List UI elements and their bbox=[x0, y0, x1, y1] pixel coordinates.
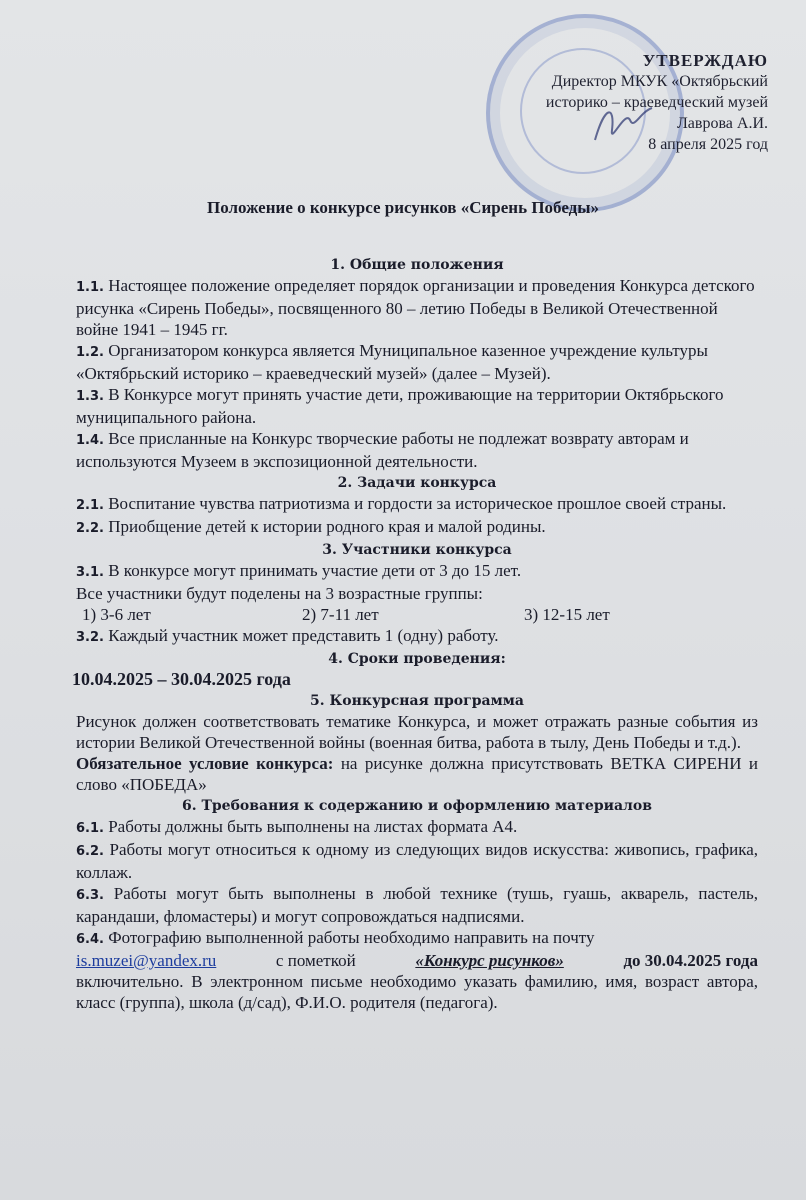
paragraph-text: Настоящее положение определяет порядок организации и проведения Конкурса детского рисунка «Сирень Победы», посвященного 80 – летию Победы в Великой Отечественной войне 1941 – 1945 гг. bbox=[76, 276, 755, 339]
approval-block bbox=[546, 50, 768, 155]
paragraph-1-4 bbox=[76, 428, 758, 472]
age-group-3: 3) 12-15 лет bbox=[524, 605, 610, 624]
paragraph-number: 6.2. bbox=[76, 844, 104, 859]
age-group-1: 1) 3-6 лет bbox=[82, 605, 151, 624]
paragraph-3-2 bbox=[76, 625, 758, 648]
approval-line-2: историко – краеведческий музей bbox=[545, 94, 768, 111]
paragraph-number: 6.3. bbox=[76, 888, 104, 903]
paragraph-2-2 bbox=[76, 516, 758, 539]
paragraph-6-3 bbox=[76, 883, 758, 927]
document-title: Положение о конкурсе рисунков «Сирень Победы» bbox=[206, 198, 600, 217]
paragraph-5-1: Рисунок должен соответствовать тематике Конкурса, и может отражать разные события из истории Великой Отечественной войны (военная битва, работа в тылу, День Победы и т.д.). bbox=[76, 712, 758, 752]
paragraph-6-1 bbox=[76, 816, 758, 839]
section-3-heading: 3. Участники конкурса bbox=[322, 542, 512, 558]
section-1-heading: 1. Общие положения bbox=[330, 257, 504, 273]
email-deadline: до 30.04.2025 года bbox=[623, 951, 758, 970]
groups-intro: Все участники будут поделены на 3 возрастные группы: bbox=[76, 584, 483, 603]
paragraph-6-4 bbox=[76, 927, 758, 950]
age-group-2: 2) 7-11 лет bbox=[302, 605, 379, 624]
paragraph-text: Работы могут быть выполнены в любой технике (тушь, гуашь, акварель, пастель, карандаши, фломастеры) и могут сопровождаться надписями. bbox=[76, 884, 758, 926]
paragraph-text: Работы могут относиться к одному из следующих видов искусства: живопись, графика, коллаж. bbox=[76, 840, 759, 882]
paragraph-text: Приобщение детей к истории родного края и малой родины. bbox=[108, 517, 546, 536]
section-5-heading: 5. Конкурсная программа bbox=[310, 693, 524, 709]
paragraph-text: Фотографию выполненной работы необходимо направить на почту bbox=[108, 928, 595, 947]
paragraph-number: 2.1. bbox=[76, 498, 104, 513]
condition-text: на рисунке должна присутствовать ВЕТКА СИРЕНИ и слово «ПОБЕДА» bbox=[76, 754, 759, 794]
section-6-heading: 6. Требования к содержанию и оформлению материалов bbox=[181, 798, 652, 814]
email-row bbox=[76, 950, 758, 971]
paragraph-text: Воспитание чувства патриотизма и гордости за историческое прошлое своей страны. bbox=[108, 494, 727, 513]
paragraph-3-1 bbox=[76, 560, 758, 583]
paragraph-text: В Конкурсе могут принять участие дети, проживающие на территории Октябрьского муниципального района. bbox=[76, 385, 724, 427]
email-link[interactable]: is.muzei@yandex.ru bbox=[76, 951, 217, 970]
paragraph-number: 1.1. bbox=[76, 280, 104, 295]
paragraph-number: 2.2. bbox=[76, 521, 104, 536]
paragraph-2-1 bbox=[76, 493, 758, 516]
section-2-heading: 2. Задачи конкурса bbox=[337, 475, 497, 491]
approval-line-1: Директор МКУК «Октябрьский bbox=[551, 73, 768, 90]
document-body bbox=[72, 254, 759, 1013]
paragraph-5-condition bbox=[76, 753, 758, 795]
condition-label: Обязательное условие конкурса: bbox=[76, 754, 334, 773]
paragraph-text: Организатором конкурса является Муниципальное казенное учреждение культуры «Октябрьский историко – краеведческий музей» (далее – Музей). bbox=[76, 341, 708, 383]
paragraph-number: 3.1. bbox=[76, 565, 104, 580]
age-groups bbox=[76, 604, 758, 625]
paragraph-1-2 bbox=[76, 340, 758, 384]
paragraph-number: 6.1. bbox=[76, 821, 104, 836]
paragraph-6-2 bbox=[76, 839, 758, 883]
email-subject-mark: «Конкурс рисунков» bbox=[415, 951, 564, 970]
paragraph-number: 1.4. bbox=[76, 433, 104, 448]
paragraph-number: 1.2. bbox=[76, 345, 104, 360]
paragraph-number: 1.3. bbox=[76, 389, 104, 404]
paragraph-6-4-details: включительно. В электронном письме необходимо указать фамилию, имя, возраст автора, класс (группа), школа (д/сад), Ф.И.О. родителя (педагога). bbox=[76, 972, 758, 1012]
paragraph-text: Все присланные на Конкурс творческие работы не подлежат возврату авторам и используются Музеем в экспозиционной деятельности. bbox=[76, 429, 689, 471]
paragraph-text: Работы должны быть выполнены на листах формата А4. bbox=[108, 817, 518, 836]
paragraph-1-3 bbox=[76, 384, 758, 428]
paragraph-number: 6.4. bbox=[76, 932, 104, 947]
approval-header: УТВЕРЖДАЮ bbox=[642, 51, 768, 70]
paragraph-text: Каждый участник может представить 1 (одну) работу. bbox=[108, 626, 499, 645]
paragraph-1-1 bbox=[76, 275, 758, 340]
contest-dates: 10.04.2025 – 30.04.2025 года bbox=[72, 669, 291, 689]
approval-line-4: 8 апреля 2025 год bbox=[648, 136, 768, 153]
email-mark-label: с пометкой bbox=[275, 951, 356, 970]
section-4-heading: 4. Сроки проведения: bbox=[328, 651, 506, 667]
paragraph-number: 3.2. bbox=[76, 630, 104, 645]
paragraph-text: В конкурсе могут принимать участие дети от 3 до 15 лет. bbox=[108, 561, 522, 580]
approval-line-3: Лаврова А.И. bbox=[676, 115, 768, 132]
